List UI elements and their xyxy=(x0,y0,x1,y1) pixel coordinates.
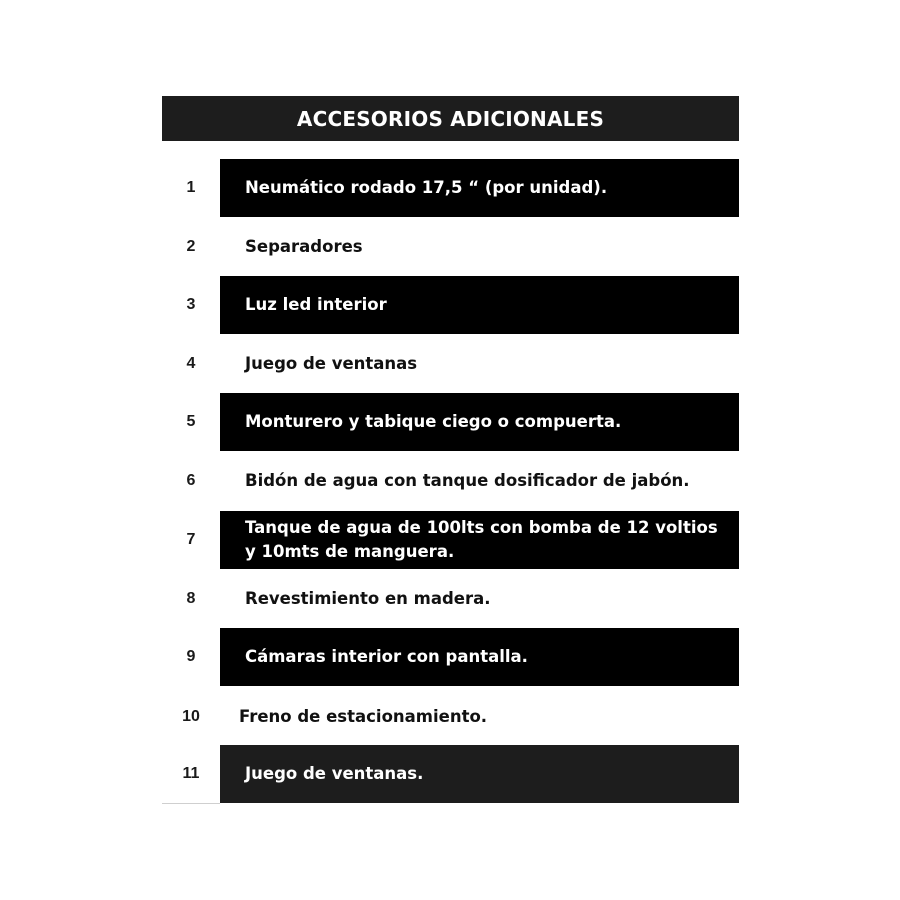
row-cell xyxy=(220,745,739,803)
table-row xyxy=(162,218,739,276)
row-label: Revestimiento en madera. xyxy=(245,589,491,608)
row-number: 3 xyxy=(186,296,196,313)
row-number: 4 xyxy=(186,355,196,372)
table-title: ACCESORIOS ADICIONALES xyxy=(296,106,605,131)
row-cell xyxy=(220,218,739,276)
row-number: 1 xyxy=(186,179,196,196)
row-number: 10 xyxy=(182,708,200,725)
row-number: 9 xyxy=(186,648,196,665)
row-label: Tanque de agua de 100lts con bomba de 12 voltios y 10mts de manguera. xyxy=(245,518,718,561)
table-row xyxy=(162,570,739,628)
row-label: Luz led interior xyxy=(245,295,387,314)
row-cell xyxy=(220,452,739,510)
row-label: Freno de estacionamiento. xyxy=(239,707,488,726)
row-cell xyxy=(220,688,739,746)
table-row xyxy=(162,628,739,686)
row-cell xyxy=(220,335,739,393)
row-number: 11 xyxy=(182,765,200,782)
row-cell xyxy=(220,393,739,451)
row-number: 8 xyxy=(186,590,196,607)
row-label: Neumático rodado 17,5 “ (por unidad). xyxy=(245,178,608,197)
row-label: Juego de ventanas. xyxy=(245,764,424,783)
row-number: 6 xyxy=(186,472,196,489)
table-row xyxy=(162,511,739,569)
table-row xyxy=(162,452,739,510)
row-number: 7 xyxy=(186,531,196,548)
table-bottom-divider xyxy=(162,803,220,804)
row-label: Juego de ventanas xyxy=(245,354,418,373)
table-row xyxy=(162,393,739,451)
row-label: Cámaras interior con pantalla. xyxy=(245,647,528,666)
row-cell xyxy=(220,511,739,569)
row-cell xyxy=(220,628,739,686)
row-label: Bidón de agua con tanque dosificador de jabón. xyxy=(245,471,690,490)
row-cell xyxy=(220,570,739,628)
table-row xyxy=(162,745,739,803)
table-header xyxy=(162,96,739,141)
row-label: Monturero y tabique ciego o compuerta. xyxy=(245,412,622,431)
row-cell xyxy=(220,159,739,217)
table-row xyxy=(162,159,739,217)
table-row xyxy=(162,335,739,393)
row-number: 5 xyxy=(186,413,196,430)
row-number: 2 xyxy=(186,238,196,255)
table-row xyxy=(162,688,739,746)
row-label: Separadores xyxy=(245,237,363,256)
row-cell xyxy=(220,276,739,334)
table-row xyxy=(162,276,739,334)
